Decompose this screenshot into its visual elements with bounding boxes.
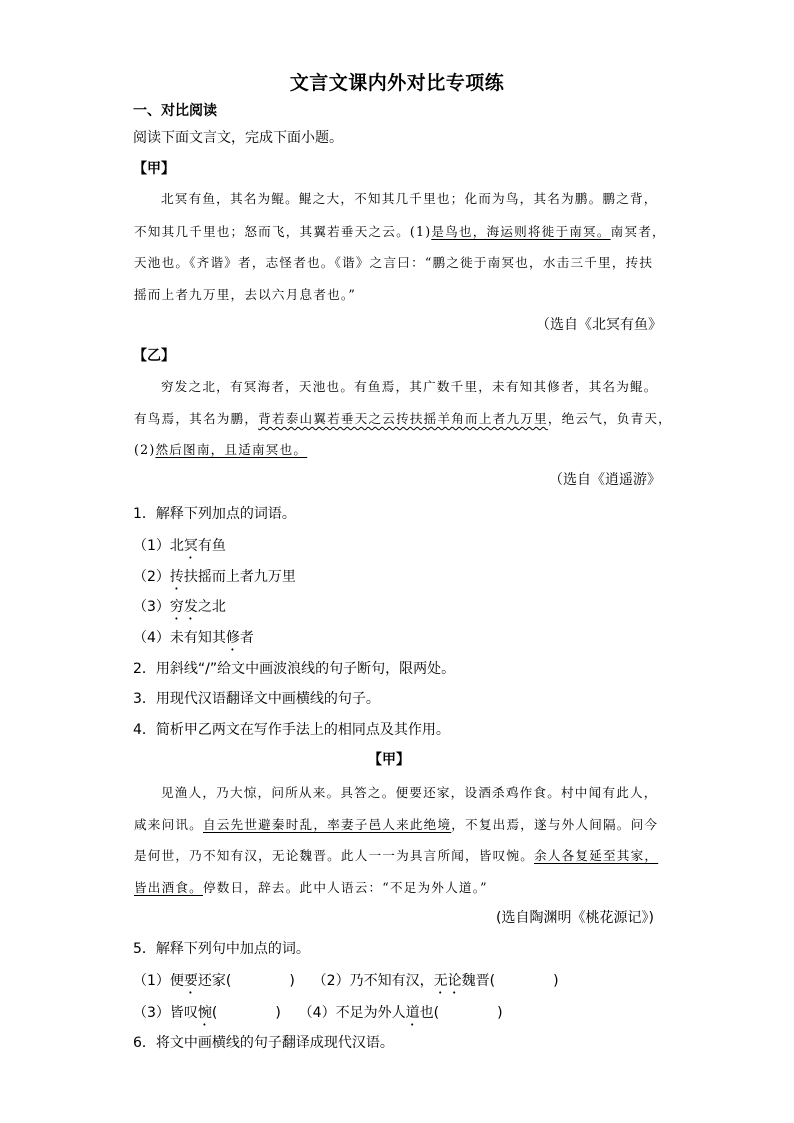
passage-2-line-2: 咸来问讯。自云先世避秦时乱，率妻子邑人来此绝境，不复出焉，遂与外人间隔。问今: [134, 817, 659, 832]
passage-jia-source: （选自《北冥有鱼》: [536, 317, 662, 333]
passage-jia-line-1: 北冥有鱼，其名为鲲。鲲之大，不知其几千里也；化而为鸟，其名为鹏。鹏之背，: [161, 191, 658, 206]
passage-jia-line-2: 不知其几千里也；怒而飞，其翼若垂天之云。(1)是鸟也，海运则将徙于南冥。南冥者，: [134, 224, 666, 239]
passage-jia-line-4: 摇而上者九万里，去以六月息者也。”: [134, 287, 357, 302]
passage-2-jia-label: 【甲】: [368, 752, 410, 768]
reading-instruction: 阅读下面文言文，完成下面小题。: [133, 130, 343, 146]
passage-yi-line-2: 有鸟焉，其名为鹏，背若泰山翼若垂天之云抟扶摇羊角而上者九万里，绝云气，负青天，: [134, 411, 672, 426]
passage-yi-line-1: 穷发之北，有冥海者，天池也。有鱼焉，其广数千里，未有知其修者，其名为鲲。: [161, 379, 658, 394]
passage-yi-line-3: (2)然后图南，且适南冥也。: [134, 442, 308, 457]
question-5-items-1-2: （1）便要还家( ) （2）乃不知有汉，无论魏晋( ): [133, 973, 559, 989]
question-4: 4．简析甲乙两文在写作手法上的相同点及其作用。: [133, 722, 450, 738]
underlined-sentence-4a: 余人各复延至其家，: [534, 848, 659, 863]
passage-2-line-1: 见渔人，乃大惊，问所从来。具答之。便要还家，设酒杀鸡作食。村中闻有此人，: [161, 785, 658, 800]
passage-jia-label: 【甲】: [133, 161, 175, 177]
page-title: 文言文课内外对比专项练: [289, 72, 505, 94]
passage-yi-source: （选自《逍遥游》: [549, 472, 661, 488]
passage-2-source: (选自陶渊明《桃花源记》): [496, 910, 654, 926]
underlined-sentence-2: 然后图南，且适南冥也。: [155, 442, 308, 457]
underlined-sentence-1: 是鸟也，海运则将徙于南冥。: [431, 224, 611, 239]
question-2: 2．用斜线“/”给文中画波浪线的句子断句，限两处。: [133, 661, 456, 677]
underlined-sentence-4b: 皆出酒食。: [134, 880, 203, 895]
question-1-item-4: （4）未有知其修者: [133, 630, 254, 646]
question-6: 6．将文中画横线的句子翻译成现代汉语。: [133, 1035, 394, 1051]
question-3: 3．用现代汉语翻译文中画横线的句子。: [133, 691, 380, 707]
section-heading-comparison-reading: 一、对比阅读: [133, 103, 217, 119]
question-1-item-2: （2）抟扶摇而上者九万里: [133, 569, 296, 585]
passage-jia-line-3: 天池也。《齐谐》者，志怪者也。《谐》之言曰：“鹏之徙于南冥也，水击三千里，抟扶: [134, 255, 654, 270]
answer-blank-close: ): [289, 973, 295, 989]
question-5: 5．解释下列句中加点的词。: [133, 941, 310, 957]
underlined-sentence-3: 自云先世避秦时乱，率妻子邑人来此绝境: [202, 817, 452, 832]
passage-yi-label: 【乙】: [133, 348, 175, 364]
passage-2-line-4: 皆出酒食。停数日，辞去。此中人语云：“不足为外人道。”: [134, 880, 488, 895]
wavy-underlined-sentence: 背若泰山翼若垂天之云抟扶摇羊角而上者九万里: [258, 411, 548, 426]
question-1-item-3: （3）穷发之北: [133, 599, 226, 615]
question-5-items-3-4: （3）皆叹惋( ) （4）不足为外人道也( ): [133, 1005, 503, 1021]
question-1-item-1: （1）北冥有鱼: [133, 538, 226, 554]
question-1: 1．解释下列加点的词语。: [133, 506, 296, 522]
passage-2-line-3: 是何世，乃不知有汉，无论魏晋。此人一一为具言所闻，皆叹惋。余人各复延至其家，: [134, 848, 659, 863]
